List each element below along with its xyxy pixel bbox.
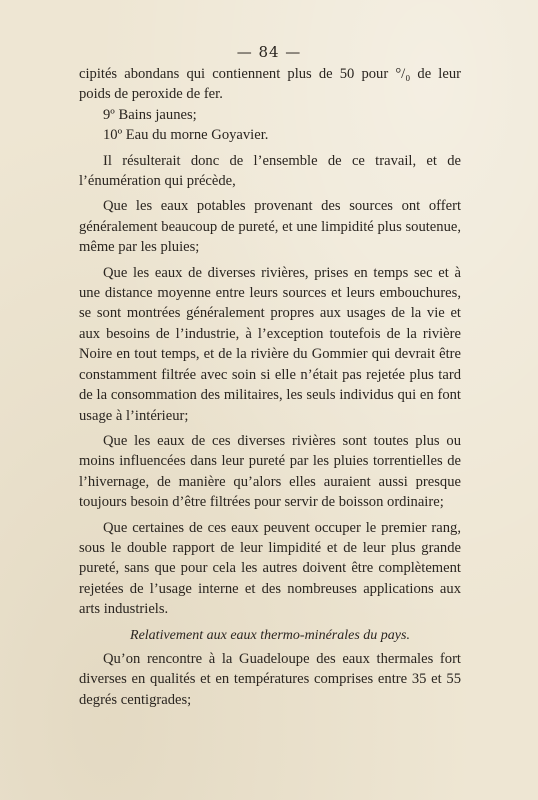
body-text: [79, 64, 461, 710]
list-item: 9º Bains jaunes;: [103, 106, 197, 123]
paragraph: Qu’on rencontre à la Guadeloupe des eaux thermales fort diverses en qualités et en températures comprises entre 35 et 55 degrés centigrades;: [79, 650, 461, 708]
paragraph: Que les eaux de diverses rivières, prises en temps sec et à une distance moyenne entre leurs sources et leurs embouchures, se sont montrées généralement propres aux usages de la vie et aux besoins de l’industrie, à l’exception toutefois de la rivière Noire en tout temps, et de la rivière du Gommier qui devrait être constamment filtrée avec soin si elle n’était pas rejetée plus tard de la consommation des militaires, les seuls individus qui en font usage à l’intérieur;: [79, 264, 461, 424]
paragraph: cipités abondans qui contiennent plus de 50 pour °/₀ de leur poids de peroxide de fer.: [79, 66, 461, 103]
paragraph: Que les eaux potables provenant des sources ont offert généralement beaucoup de pureté, et une limpidité plus soutenue, même par les pluies;: [79, 198, 461, 256]
list-item: 10º Eau du morne Goyavier.: [103, 127, 269, 144]
page-number: — 84 —: [236, 43, 302, 61]
section-heading: Relativement aux eaux thermo-minérales du pays.: [130, 627, 410, 643]
paragraph: Que certaines de ces eaux peuvent occuper le premier rang, sous le double rapport de leur limpidité et de leur plus grande pureté, sans que pour cela les autres doivent être complètement rejetées de l’usage interne et des nombreuses applications aux arts industriels.: [79, 519, 461, 618]
paragraph: Il résulterait donc de l’ensemble de ce travail, et de l’énumération qui précède,: [79, 152, 461, 190]
paragraph: Que les eaux de ces diverses rivières sont toutes plus ou moins influencées dans leur pureté par les pluies torrentielles de l’hivernage, de manière qu’alors elles auraient aussi presque toujours besoin d’être filtrées pour servir de boisson ordinaire;: [79, 432, 461, 511]
